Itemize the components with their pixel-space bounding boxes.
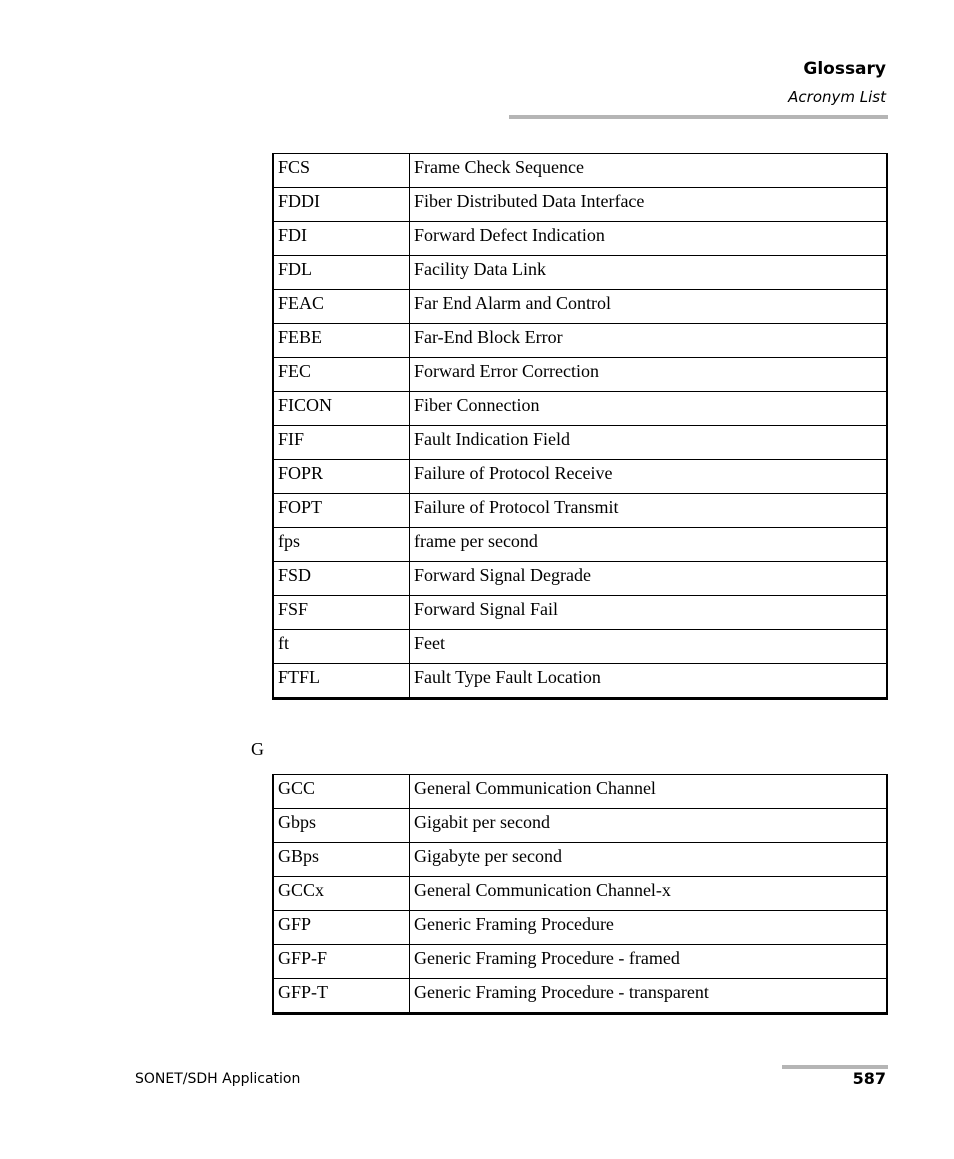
definition-cell: frame per second bbox=[410, 528, 888, 562]
table-row bbox=[273, 945, 887, 979]
definition-cell: Fault Indication Field bbox=[410, 426, 888, 460]
table-row bbox=[273, 562, 887, 596]
acronym-cell: FCS bbox=[273, 154, 410, 188]
table-row bbox=[273, 664, 887, 699]
table-row bbox=[273, 290, 887, 324]
table-row bbox=[273, 630, 887, 664]
header-rule bbox=[509, 115, 888, 119]
definition-cell: Forward Signal Degrade bbox=[410, 562, 888, 596]
definition-cell: Forward Error Correction bbox=[410, 358, 888, 392]
acronym-cell: FOPT bbox=[273, 494, 410, 528]
definition-cell: Generic Framing Procedure - framed bbox=[410, 945, 888, 979]
acronym-cell: FDDI bbox=[273, 188, 410, 222]
definition-cell: Forward Signal Fail bbox=[410, 596, 888, 630]
section-letter-g: G bbox=[251, 739, 264, 759]
acronym-cell: FICON bbox=[273, 392, 410, 426]
definition-cell: Gigabit per second bbox=[410, 809, 888, 843]
table-row bbox=[273, 809, 887, 843]
definition-cell: Far-End Block Error bbox=[410, 324, 888, 358]
table-row bbox=[273, 426, 887, 460]
definition-cell: Facility Data Link bbox=[410, 256, 888, 290]
acronym-table-f bbox=[272, 153, 888, 700]
definition-cell: Fault Type Fault Location bbox=[410, 664, 888, 699]
table-row bbox=[273, 596, 887, 630]
table-row bbox=[273, 222, 887, 256]
definition-cell: Generic Framing Procedure bbox=[410, 911, 888, 945]
definition-cell: Forward Defect Indication bbox=[410, 222, 888, 256]
definition-cell: General Communication Channel bbox=[410, 775, 888, 809]
table-row bbox=[273, 256, 887, 290]
table-row bbox=[273, 494, 887, 528]
acronym-cell: Gbps bbox=[273, 809, 410, 843]
acronym-cell: FTFL bbox=[273, 664, 410, 699]
table-row bbox=[273, 528, 887, 562]
header-title: Glossary bbox=[803, 59, 886, 79]
acronym-cell: GFP-F bbox=[273, 945, 410, 979]
definition-cell: General Communication Channel-x bbox=[410, 877, 888, 911]
definition-cell: Fiber Distributed Data Interface bbox=[410, 188, 888, 222]
definition-cell: Frame Check Sequence bbox=[410, 154, 888, 188]
acronym-cell: GBps bbox=[273, 843, 410, 877]
footer-document-title: SONET/SDH Application bbox=[135, 1071, 301, 1087]
table-row bbox=[273, 911, 887, 945]
table-row bbox=[273, 358, 887, 392]
definition-cell: Far End Alarm and Control bbox=[410, 290, 888, 324]
table-row bbox=[273, 979, 887, 1014]
definition-cell: Gigabyte per second bbox=[410, 843, 888, 877]
table-row bbox=[273, 188, 887, 222]
table-row bbox=[273, 324, 887, 358]
acronym-cell: GFP-T bbox=[273, 979, 410, 1014]
table-row bbox=[273, 392, 887, 426]
acronym-cell: FDI bbox=[273, 222, 410, 256]
definition-cell: Generic Framing Procedure - transparent bbox=[410, 979, 888, 1014]
page-number: 587 bbox=[852, 1069, 886, 1088]
acronym-cell: FSD bbox=[273, 562, 410, 596]
acronym-cell: ft bbox=[273, 630, 410, 664]
acronym-cell: GCCx bbox=[273, 877, 410, 911]
acronym-cell: FDL bbox=[273, 256, 410, 290]
acronym-cell: fps bbox=[273, 528, 410, 562]
acronym-cell: FSF bbox=[273, 596, 410, 630]
acronym-table-g bbox=[272, 774, 888, 1015]
header-subtitle: Acronym List bbox=[788, 88, 886, 106]
table-row bbox=[273, 877, 887, 911]
definition-cell: Failure of Protocol Transmit bbox=[410, 494, 888, 528]
table-row bbox=[273, 775, 887, 809]
definition-cell: Feet bbox=[410, 630, 888, 664]
table-row bbox=[273, 460, 887, 494]
table-row bbox=[273, 843, 887, 877]
acronym-cell: GCC bbox=[273, 775, 410, 809]
table-row bbox=[273, 154, 887, 188]
acronym-cell: FIF bbox=[273, 426, 410, 460]
acronym-cell: FEBE bbox=[273, 324, 410, 358]
acronym-cell: FEAC bbox=[273, 290, 410, 324]
acronym-cell: FEC bbox=[273, 358, 410, 392]
acronym-cell: GFP bbox=[273, 911, 410, 945]
definition-cell: Fiber Connection bbox=[410, 392, 888, 426]
acronym-cell: FOPR bbox=[273, 460, 410, 494]
definition-cell: Failure of Protocol Receive bbox=[410, 460, 888, 494]
